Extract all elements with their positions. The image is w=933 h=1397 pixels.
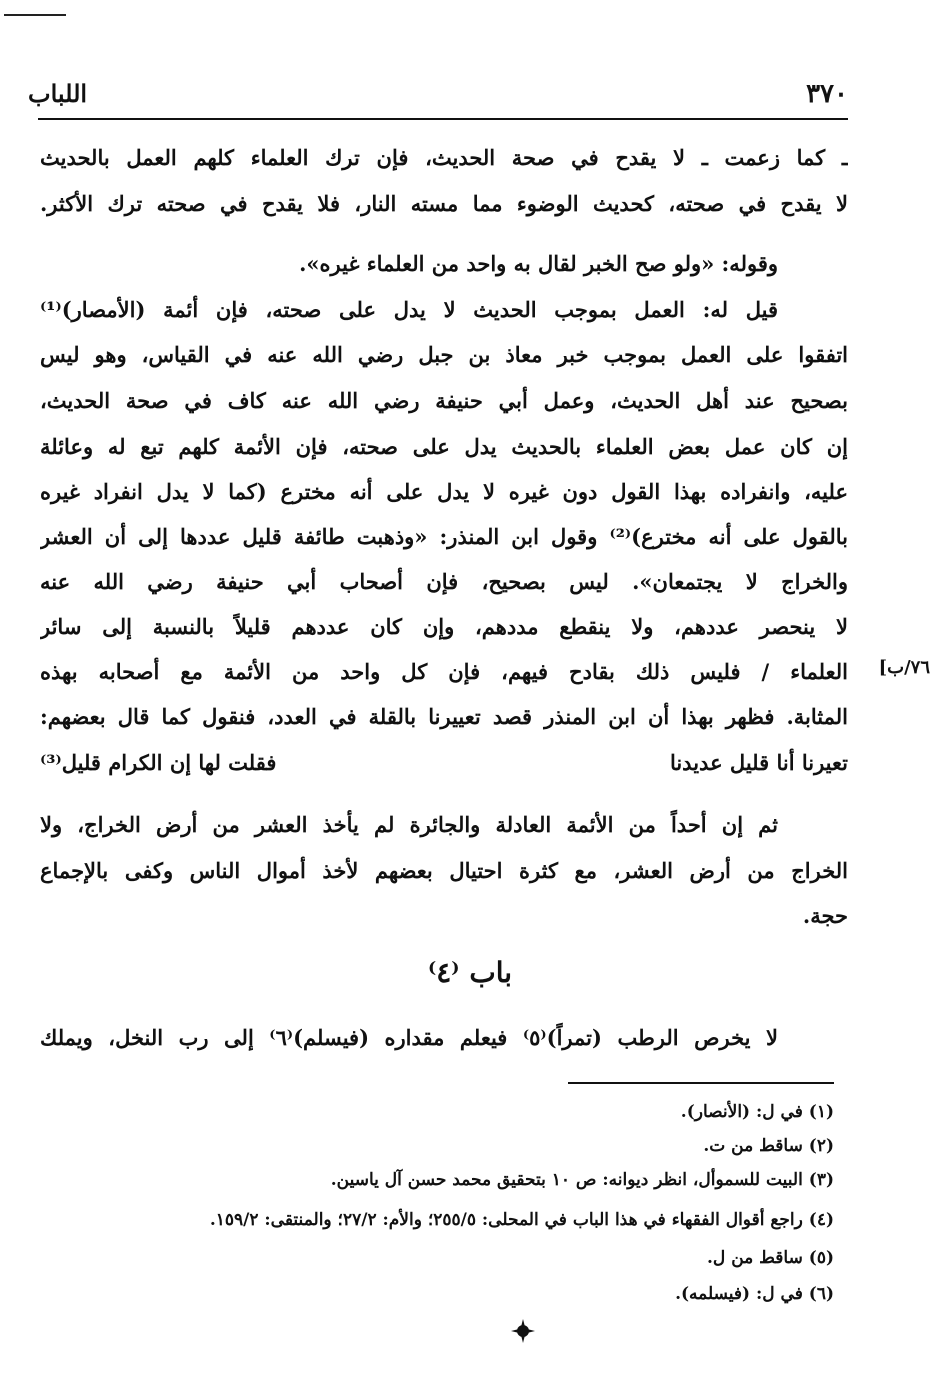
- page-number: ٣٧٠: [806, 79, 848, 109]
- body-line: لا يقدح في صحته، كحديث الوضوء مما مسته النار، فلا يقدح في صحته ترك الأكثر.: [40, 191, 848, 216]
- chapter-first-line: لا يخرص الرطب (تمراً)⁽٥⁾ فيعلم مقداره (فيسلم)⁽٦⁾ إلى رب النخل، ويملك: [40, 1025, 778, 1050]
- footnote-divider: [568, 1082, 834, 1084]
- header-divider: [38, 118, 848, 120]
- body-line: اتفقوا على العمل بموجب خبر معاذ بن جبل رضي الله عنه في القياس، وهو ليس: [40, 342, 848, 367]
- body-line: قيل له: العمل بموجب الحديث لا يدل على صحته، فإن أئمة (الأمصار)⁽¹⁾: [40, 297, 778, 322]
- body-line: الخراج من أرض العشر، مع كثرة احتيال بعضهم لأخذ أموال الناس وكفى بالإجماع: [40, 858, 848, 883]
- body-line: لا ينحصر عددهم، ولا ينقطع مددهم، وإن كان عددهم قليلاً بالنسبة إلى سائر: [40, 614, 848, 639]
- running-header-title: اللباب: [28, 79, 88, 108]
- body-line: والخراج لا يجتمعان». ليس بصحيح، فإن أصحاب أبي حنيفة رضي الله عنه: [40, 569, 848, 594]
- body-line: بالقول على أنه مخترع)⁽²⁾ وقول ابن المنذر: «وذهبت طائفة قليل عددها إلى أن العشر: [40, 524, 848, 549]
- body-line: إن كان عمل بعض العلماء بالحديث يدل على صحته، فإن الأئمة كلهم تبع له وعائلة: [40, 434, 848, 459]
- footnote: (٥) ساقط من ل.: [707, 1248, 834, 1268]
- body-line: عليه، وانفراده بهذا القول دون غيره لا يدل على أنه مخترع (كما لا يدل انفراد غيره: [40, 479, 848, 504]
- body-line: وقوله: «ولو صح الخبر لقال به واحد من العلماء غيره».: [299, 251, 778, 276]
- margin-folio-note: ٧٦/ب]: [878, 657, 930, 678]
- body-line: العلماء / فليس ذلك بقادح فيهم، فإن كل واحد من الأئمة مع أصحابه بهذه: [40, 659, 848, 684]
- body-line: المثابة. فظهر بهذا أن ابن المنذر قصد تعييرنا بالقلة في العدد، فنقول كما قال بعضهم:: [40, 704, 848, 729]
- body-line: ـ كما زعمت ـ لا يقدح في صحة الحديث، فإن ترك العلماء كلهم العمل بالحديث: [40, 145, 848, 170]
- body-line: بصحيح عند أهل الحديث، وعمل أبي حنيفة رضي الله عنه كاف في صحة الحديث،: [40, 388, 848, 413]
- footnote: (٣) البيت للسموأل، انظر ديوانه: ص ١٠ بتحقيق محمد حسن آل ياسين.: [330, 1170, 834, 1190]
- body-line: ثم إن أحداً من الأئمة العادلة والجائرة لم يأخذ العشر من أرض الخراج، ولا: [40, 812, 778, 837]
- chapter-title: باب ⁽٤⁾: [427, 956, 513, 989]
- ink-blot-ornament: [508, 1316, 538, 1346]
- footnote: (١) في ل: (الأنصار).: [680, 1102, 834, 1122]
- footnote: (٦) في ل: (فيسلمه).: [675, 1284, 834, 1304]
- footnote: (٤) راجع أقوال الفقهاء في هذا الباب في المحلى: ٢٥٥/٥؛ والأم: ٢٧/٢؛ والمنتقى: ١٥٩/٢.: [209, 1210, 834, 1230]
- verse-first-hemistich: تعيرنا أنا قليل عديدنا: [669, 750, 848, 775]
- verse-second-hemistich: فقلت لها إن الكرام قليل⁽³⁾: [40, 750, 277, 775]
- footnote: (٢) ساقط من ت.: [703, 1136, 834, 1156]
- body-line: حجة.: [802, 903, 848, 928]
- top-corner-mark: [4, 14, 66, 16]
